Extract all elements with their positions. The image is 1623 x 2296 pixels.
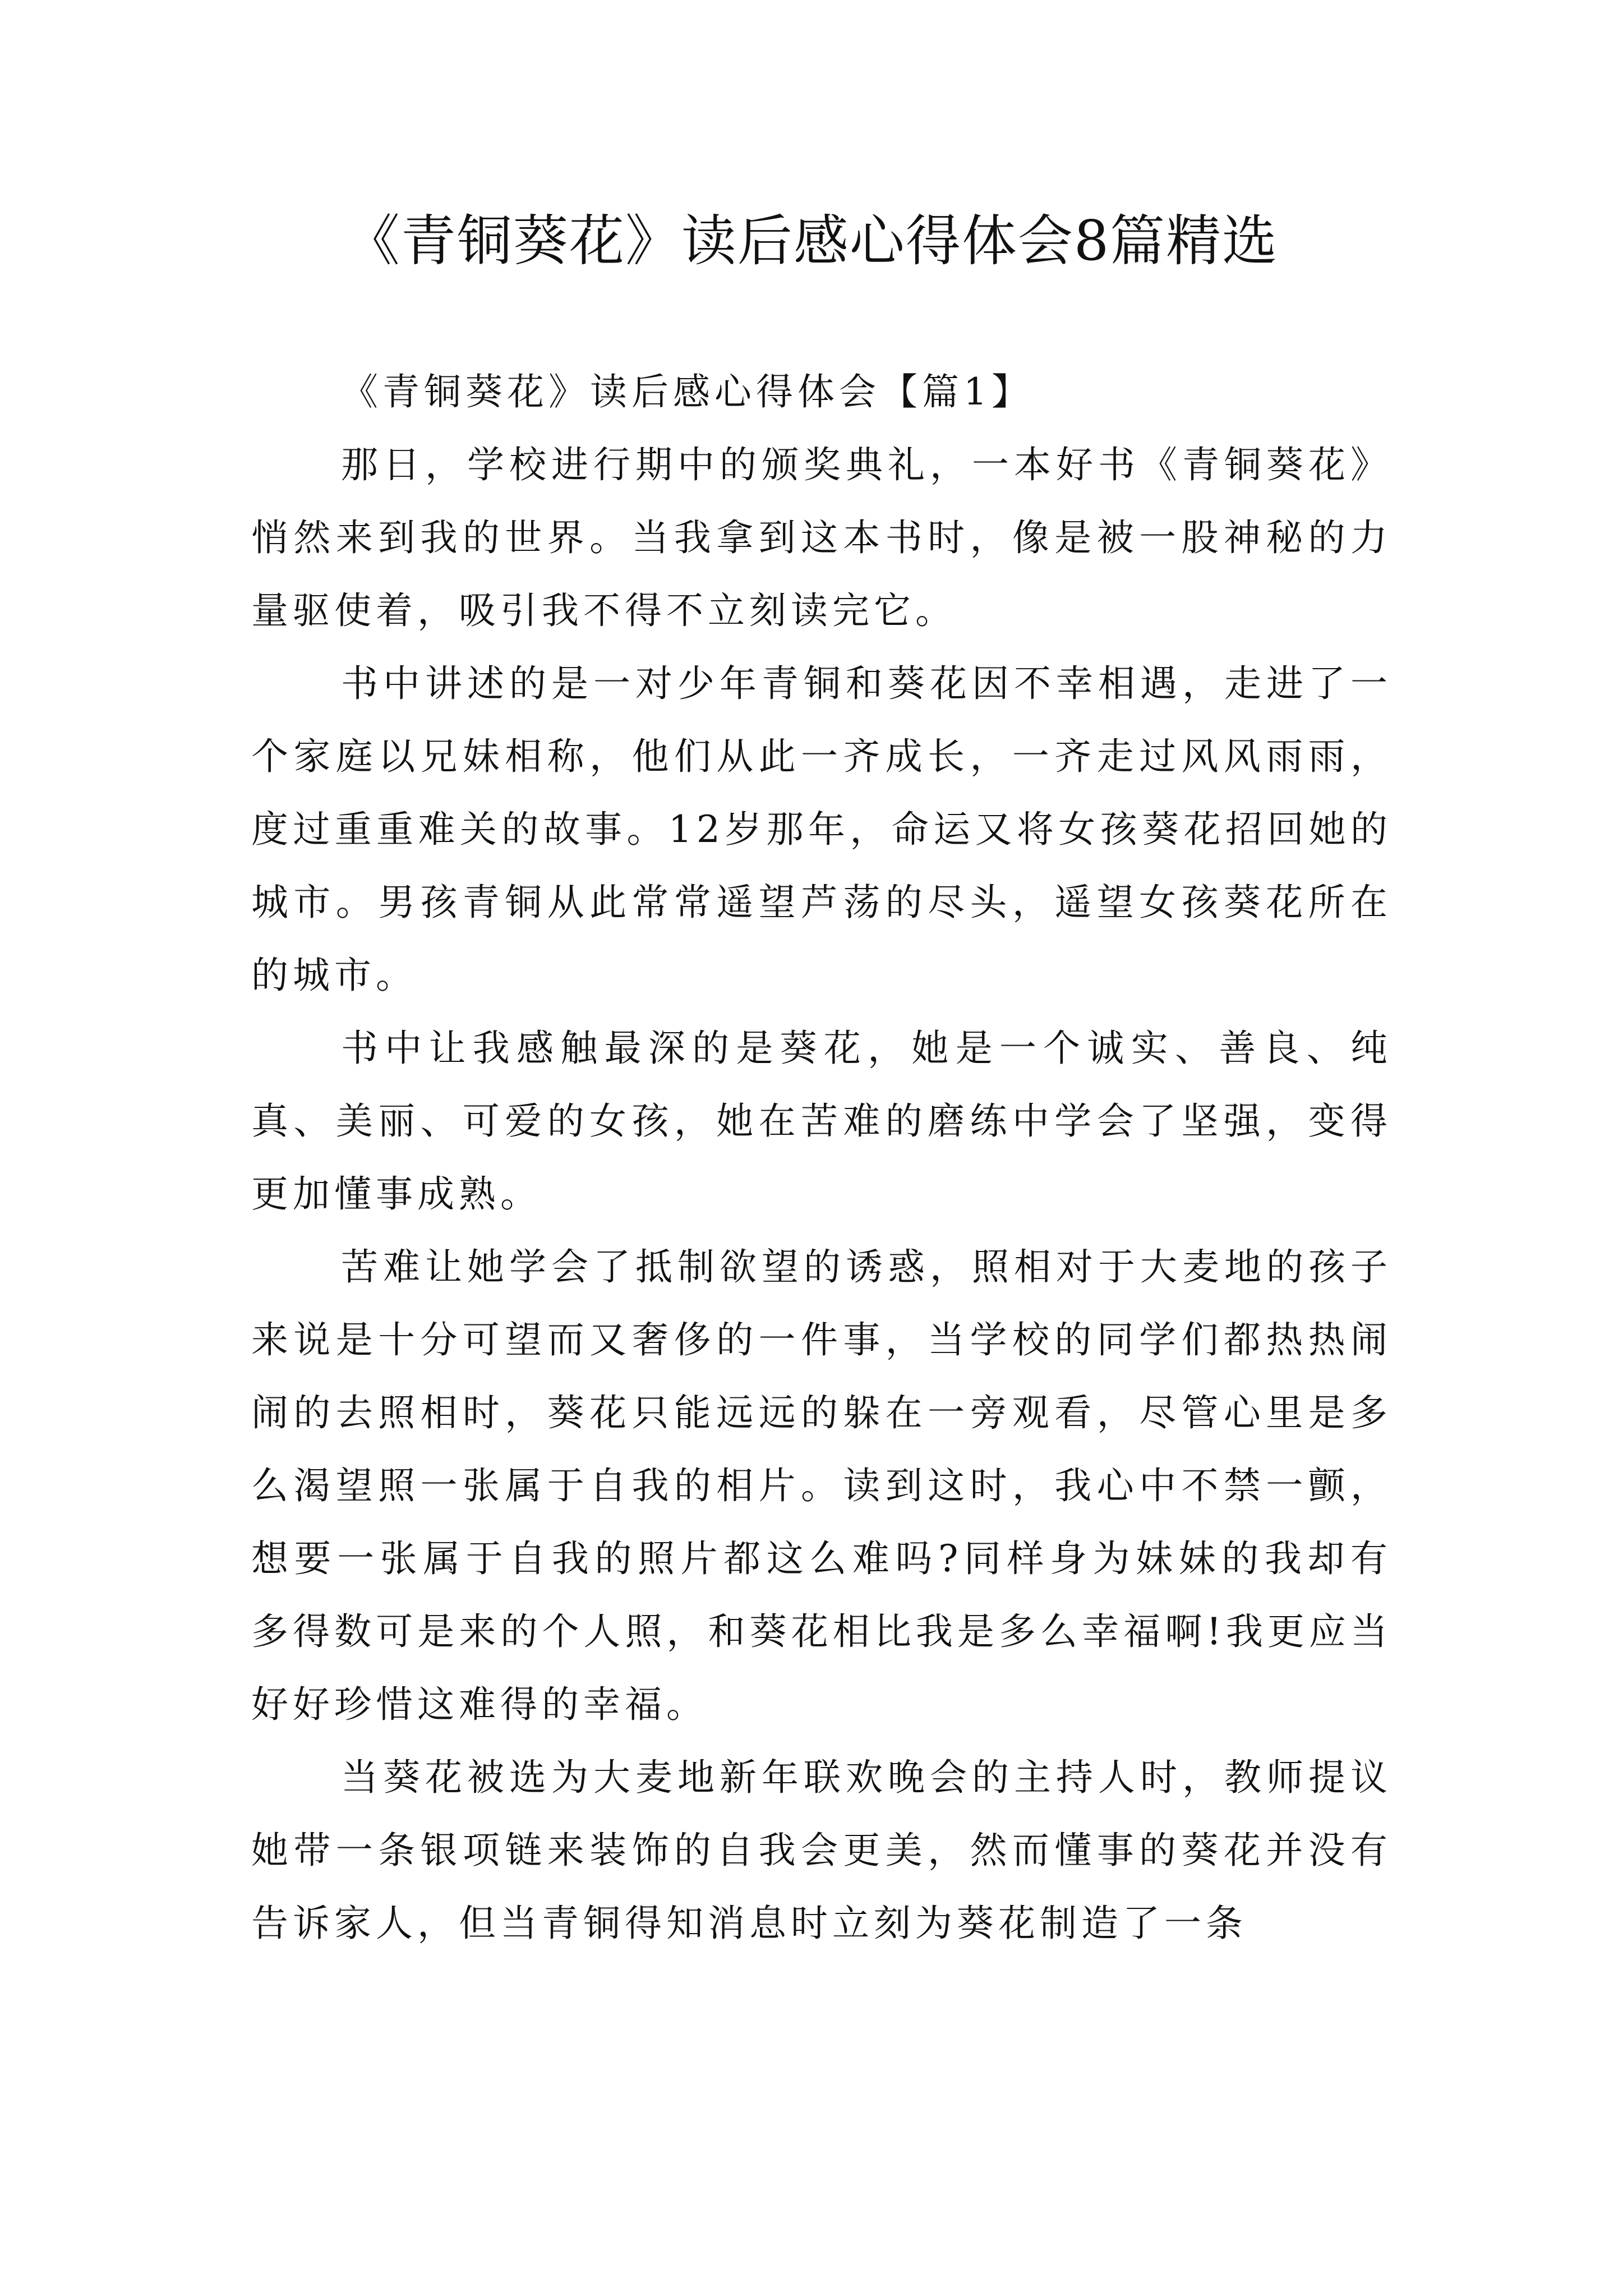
document-body (251, 356, 1392, 1960)
paragraph-3: 书中让我感触最深的是葵花，她是一个诚实、善良、纯真、美丽、可爱的女孩，她在苦难的磨练中学会了坚强，变得更加懂事成熟。 (251, 1027, 1392, 1216)
document-title: 《青铜葵花》读后感心得体会8篇精选 (344, 209, 1279, 273)
paragraph-2: 书中讲述的是一对少年青铜和葵花因不幸相遇，走进了一个家庭以兄妹相称，他们从此一齐成长，一齐走过风风雨雨，度过重重难关的故事。12岁那年，命运又将女孩葵花招回她的城市。男孩青铜从此常常遥望芦荡的尽头，遥望女孩葵花所在的城市。 (251, 662, 1392, 997)
section-heading: 《青铜葵花》读后感心得体会【篇1】 (341, 370, 1033, 413)
paragraph-5: 当葵花被选为大麦地新年联欢晚会的主持人时，教师提议她带一条银项链来装饰的自我会更美，然而懂事的葵花并没有告诉家人，但当青铜得知消息时立刻为葵花制造了一条 (251, 1756, 1392, 1945)
paragraph-1: 那日，学校进行期中的颁奖典礼，一本好书《青铜葵花》悄然来到我的世界。当我拿到这本书时，像是被一股神秘的力量驱使着，吸引我不得不立刻读完它。 (251, 443, 1392, 632)
paragraph-4: 苦难让她学会了抵制欲望的诱惑，照相对于大麦地的孩子来说是十分可望而又奢侈的一件事，当学校的同学们都热热闹闹的去照相时，葵花只能远远的躲在一旁观看，尽管心里是多么渴望照一张属于自我的相片。读到这时，我心中不禁一颤，想要一张属于自我的照片都这么难吗?同样身为妹妹的我却有多得数可是来的个人照，和葵花相比我是多么幸福啊!我更应当好好珍惜这难得的幸福。 (251, 1245, 1392, 1726)
